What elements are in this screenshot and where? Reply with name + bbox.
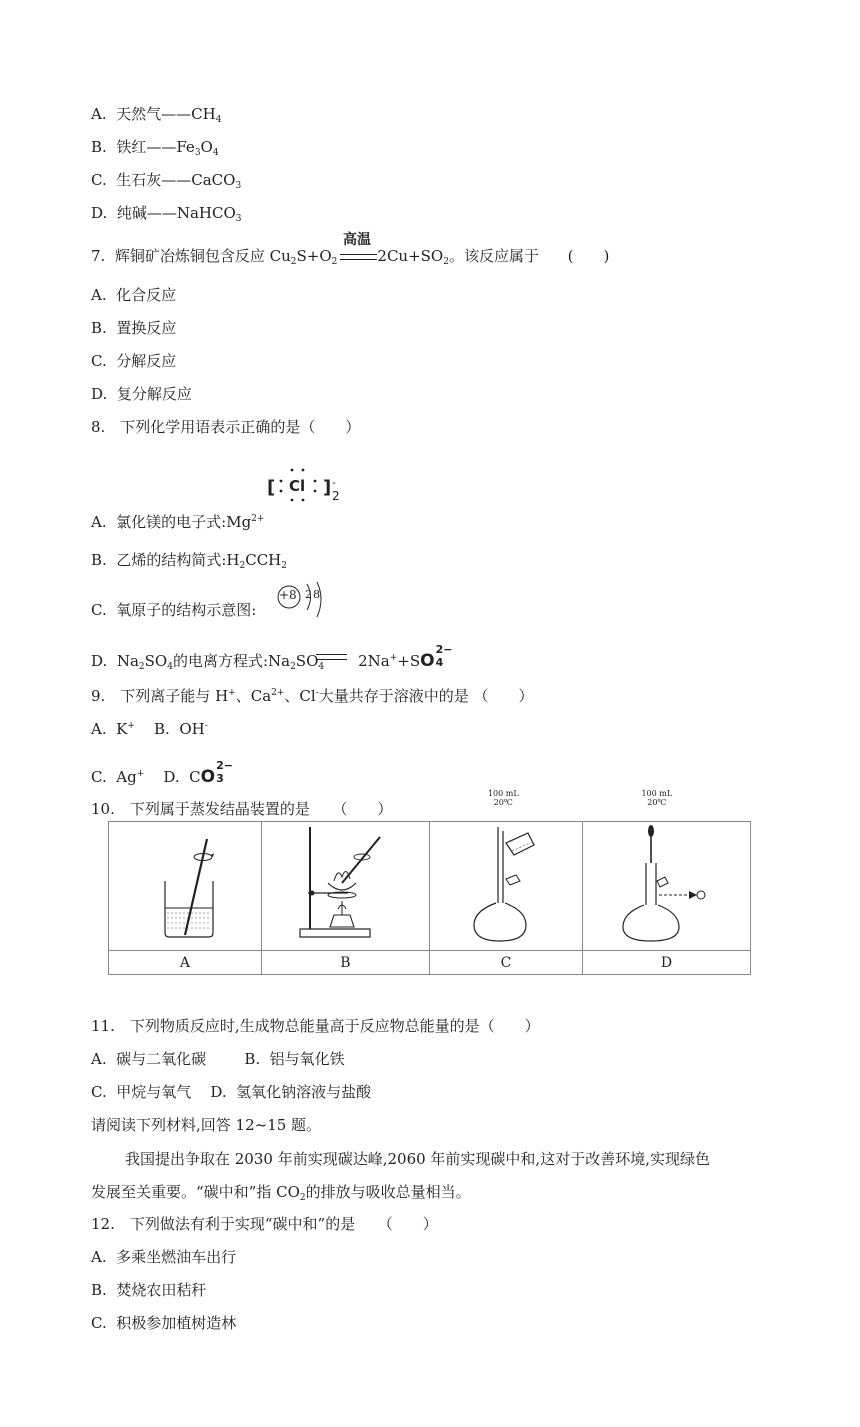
apparatus-label-d: D: [582, 951, 750, 975]
apparatus-label-a: A: [109, 951, 262, 975]
svg-text:[: [: [267, 477, 276, 498]
q12-stem: 12. 下列做法有利于实现“碳中和”的是 （ ）: [91, 1215, 438, 1233]
q7-stem: 7. 辉铜矿冶炼铜包含反应 $Cu_2S+O_2$ $2Cu+SO_2$。该反应属于 ( ): [91, 247, 610, 267]
oxygen-atom-structure-diagram: [276, 581, 328, 621]
q7-option-b: B. 置换反应: [91, 319, 177, 337]
q10-stem: 10. 下列属于蒸发结晶装置的是 （ ）: [91, 800, 393, 818]
ion-count: 2: [332, 489, 340, 503]
apparatus-b-cell: [261, 822, 429, 951]
flask-c-labels: 100 mL 20℃: [487, 789, 519, 807]
volumetric-flask-pouring-diagram: [456, 823, 556, 945]
q7-option-a: A. 化合反应: [91, 286, 177, 304]
ion-charge: -: [332, 476, 336, 489]
q12-option-b: B. 焚烧农田秸秆: [91, 1281, 207, 1299]
q11-row1: A. 碳与二氧化碳 B. 铝与氧化铁: [91, 1050, 345, 1068]
ionization-equals-sign: [316, 654, 347, 660]
q8-option-b: B. 乙烯的结构简式$:H_2CCH_2$: [91, 551, 287, 571]
reaction-equals-sign: [340, 254, 377, 260]
q9-row1: A. K+ B. OH-: [91, 720, 208, 738]
flask-d-labels: 100 mL 20℃: [641, 789, 673, 807]
shell-1-electrons: 2: [305, 588, 312, 601]
evaporation-setup-diagram: [290, 823, 400, 945]
apparatus-a-cell: [109, 822, 262, 951]
q8-option-c: C. 氧原子的结构示意图:: [91, 601, 257, 619]
chlorine-symbol: Cl: [289, 477, 306, 495]
q7-option-d: D. 复分解反应: [91, 385, 192, 403]
q8-option-d: D. $Na_2SO_4$的电离方程式$:Na_2SO_4$ 2Na++SO 2− 4: [91, 643, 453, 672]
apparatus-label-c: C: [429, 951, 582, 975]
reaction-condition: 高温: [343, 232, 371, 248]
q8-option-a: A. 氯化镁的电子式$:Mg^{2+}$: [91, 513, 265, 531]
material-paragraph-line1: 我国提出争取在 2030 年前实现碳达峰,2060 年前实现碳中和,这对于改善环境,实现绿色: [125, 1150, 710, 1168]
q6-option-d: D. 纯碱——NaHCO$_3$: [91, 204, 242, 224]
q11-row2: C. 甲烷与氧气 D. 氢氧化钠溶液与盐酸: [91, 1083, 372, 1101]
nucleus-charge: +8: [279, 588, 297, 602]
chloride-electron-dot-diagram: [265, 464, 345, 504]
q9-row2: C. Ag+ D. CO 2− 3: [91, 759, 233, 787]
shell-2-electrons: 8: [313, 588, 320, 601]
volumetric-flask-dropper-diagram: [611, 823, 721, 945]
q6-option-b: B. 铁红$——Fe_3O_4$: [91, 138, 219, 158]
beaker-stirring-diagram: [135, 825, 235, 943]
svg-text:]: ]: [323, 477, 332, 498]
apparatus-label-b: B: [261, 951, 429, 975]
q9-stem: 9. 下列离子能与 H+、$Ca^{2+}$、Cl-大量共存于溶液中的是 （ ）: [91, 687, 534, 705]
q8-stem: 8. 下列化学用语表示正确的是（ ）: [91, 418, 361, 436]
material-paragraph-line2: 发展至关重要。“碳中和”指 $CO_2$的排放与吸收总量相当。: [91, 1183, 471, 1203]
q7-option-c: C. 分解反应: [91, 352, 177, 370]
q6-option-c: C. 生石灰——CaCO$_3$: [91, 171, 242, 191]
q11-stem: 11. 下列物质反应时,生成物总能量高于反应物总能量的是（ ）: [91, 1017, 540, 1035]
material-intro: 请阅读下列材料,回答 12~15 题。: [91, 1116, 322, 1134]
q12-option-a: A. 多乘坐燃油车出行: [91, 1248, 237, 1266]
q6-option-a: A. 天然气$——CH_4$: [91, 105, 222, 125]
apparatus-c-cell: [429, 789, 582, 951]
carbonate-ion: O: [200, 767, 216, 787]
sulfate-ion: O: [420, 651, 435, 671]
apparatus-d-cell: [582, 789, 750, 951]
q12-option-c: C. 积极参加植树造林: [91, 1314, 237, 1332]
